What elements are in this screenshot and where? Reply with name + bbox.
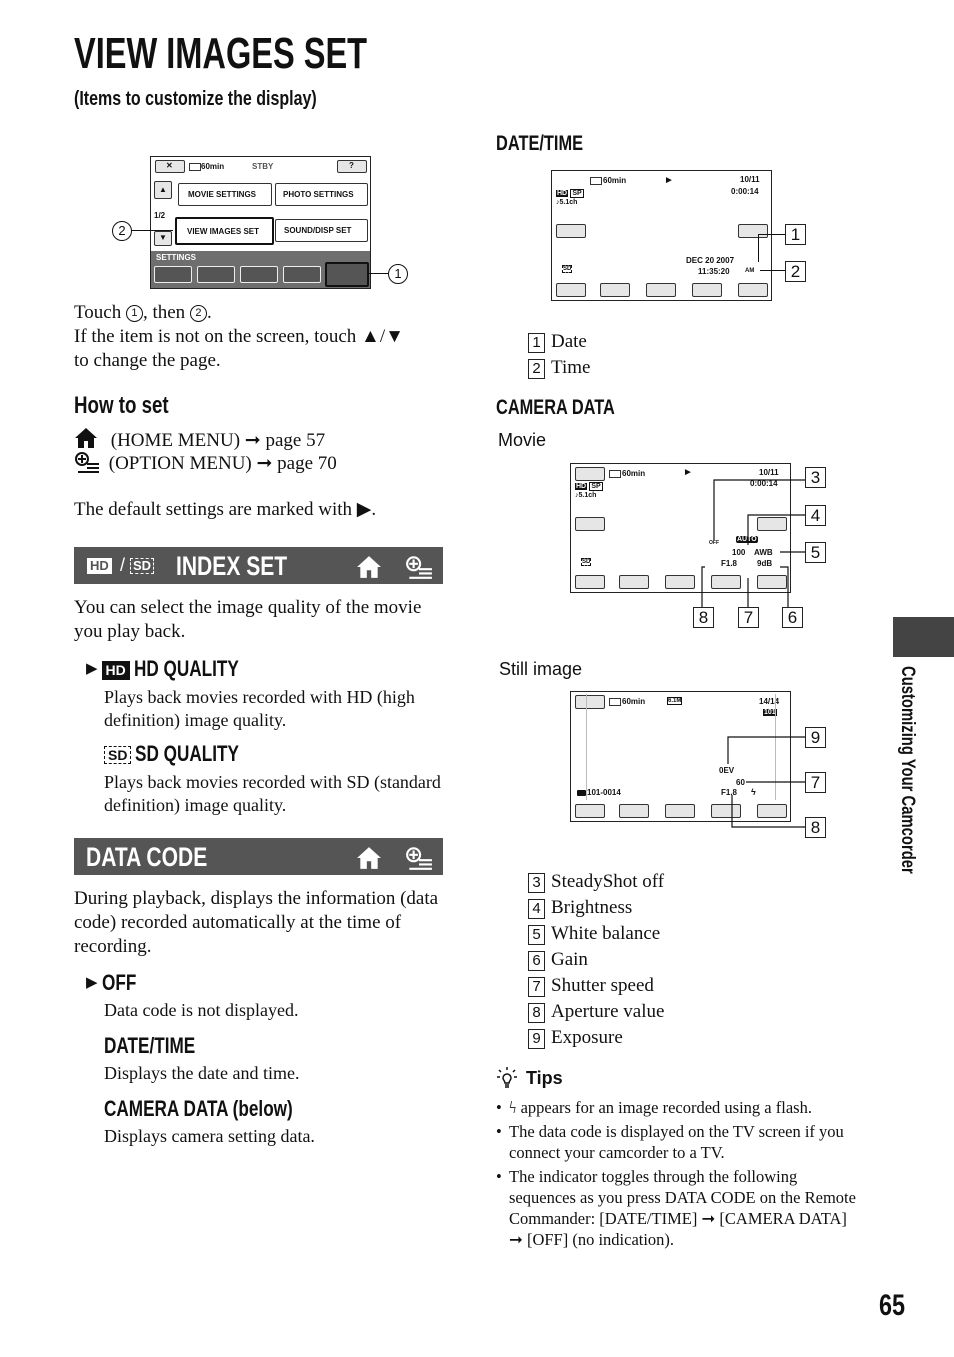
play-pause-button[interactable] (646, 283, 676, 297)
white-balance-callout: 5 (805, 542, 826, 563)
tip-item: • The indicator toggles through the following sequences as you press DATA CODE on the Remote Commander: [DATE/TIME] ➞ [CAMERA DATA] ➞ [OFF] (no indication). (496, 1167, 856, 1249)
date-time-legend: 1 Date 2 Time (528, 329, 590, 381)
how-to-set-option: (OPTION MENU) ➞ page 70 (74, 451, 337, 480)
sound-disp-set-button[interactable]: SOUND/DISP SET (275, 219, 368, 242)
shutter-callout: 7 (738, 607, 759, 628)
camera-data-legend: 3 SteadyShot off 4 Brightness 5 White balance 6 Gain 7 Shutter speed 8 Aperture value 9 Exposure (528, 869, 664, 1051)
side-tab-label: Customizing Your Camcorder (897, 666, 918, 874)
camera-data-heading: CAMERA DATA (496, 396, 615, 419)
view-images-set-button[interactable]: VIEW IMAGES SET (175, 217, 274, 245)
time-callout: 2 (785, 261, 806, 282)
help-button[interactable]: ? (337, 160, 367, 173)
sd-quality-badge: SD (104, 746, 131, 764)
footer-tab-2[interactable] (197, 266, 235, 283)
aperture-value: F1.8 (721, 788, 738, 797)
data-code-camera-data: CAMERA DATA (below) Displays camera setting data. (104, 1096, 315, 1146)
data-code-date-time: DATE/TIME Displays the date and time. (104, 1033, 300, 1083)
sp-badge: SP (572, 190, 582, 197)
play-icon: ► (664, 175, 674, 186)
hd-icon: HD (87, 558, 112, 574)
time-display: 11:35:20 (698, 267, 730, 276)
date-time-screen: 60min ► 10/11 0:00:14 HD SP ♪5.1ch DEC 20 2007 11:35:20 AM SD (551, 170, 772, 301)
sd-icon: SD (130, 558, 154, 574)
battery-icon (590, 177, 602, 185)
aperture-callout-still: 8 (805, 817, 826, 838)
white-balance-value: AWB (754, 548, 773, 557)
page-number: 65 (879, 1289, 906, 1322)
exposure-value: 0EV (719, 766, 735, 775)
still-camera-data-screen: 60min 6.1M 14/14 101 0EV 60 101-0014 F1.8 ϟ (570, 691, 791, 822)
tip-item: • ϟ appears for an image recorded using a flash. (496, 1098, 812, 1117)
gain-value: 9dB (757, 559, 773, 568)
instructions: Touch 1 , then 2 . If the item is not on the screen, touch ▲/▼ to change the page. (74, 302, 404, 371)
audio-indicator: ♪5.1ch (556, 199, 578, 206)
file-number: 101-0014 (587, 788, 621, 797)
side-tab-block (893, 617, 954, 657)
sd-indicator: SD (563, 266, 572, 272)
how-to-set-home: (HOME MENU) ➞ page 57 (74, 427, 325, 456)
aperture-value: F1.8 (721, 559, 738, 568)
index-set-title: INDEX SET (176, 551, 288, 581)
hd-quality-item: ▶ HD HD QUALITY Plays back movies recorded with HD (high definition) image quality. (86, 656, 446, 732)
callout-1-line (368, 273, 388, 274)
tips-heading-row (496, 1066, 563, 1093)
callout-date-line (758, 234, 785, 235)
home-icon (356, 846, 382, 875)
hd-quality-text: Plays back movies recorded with HD (high definition) image quality. (104, 687, 415, 730)
hd-quality-label: HD QUALITY (133, 656, 239, 681)
default-note: The default settings are marked with ▶. (74, 499, 377, 520)
index-set-header: HD / SD INDEX SET (74, 547, 443, 584)
brightness-auto-badge: AUTO (737, 536, 757, 543)
page-title: VIEW IMAGES SET (74, 29, 368, 78)
settings-footer: SETTINGS (151, 251, 370, 288)
option-icon (74, 451, 100, 480)
steadyshot-off-indicator: OFF (709, 540, 719, 546)
shutter-value: 60 (736, 778, 745, 787)
data-code-header (74, 838, 443, 875)
brightness-callout: 4 (805, 505, 826, 526)
option-icon (405, 555, 433, 584)
index-set-description: You can select the image quality of the movie you play back. (74, 597, 422, 642)
folder-badge: 101 (764, 709, 776, 716)
footer-tab-3[interactable] (240, 266, 278, 283)
still-image-label: Still image (499, 659, 583, 679)
stop-button[interactable] (556, 283, 586, 297)
aperture-callout: 8 (693, 607, 714, 628)
movie-settings-button[interactable]: MOVIE SETTINGS (178, 183, 272, 206)
battery-indicator: 60min (201, 162, 225, 171)
close-button[interactable]: ✕ (155, 160, 185, 173)
callout-date-vline (758, 234, 759, 262)
steadyshot-callout: 3 (805, 467, 826, 488)
play-icon: ► (683, 467, 693, 478)
lightbulb-icon (496, 1066, 518, 1093)
hd-quality-badge: HD (102, 661, 130, 680)
next-button[interactable] (738, 224, 768, 238)
movie-camera-data-screen: 60min ► 10/11 0:00:14 HD SP ♪5.1ch OFF AUTO 100 AWB F1.8 9dB SD (570, 463, 791, 593)
sd-indicator: SD (582, 559, 591, 565)
brightness-value: 100 (732, 548, 746, 557)
audio-indicator: ♪5.1ch (575, 492, 597, 499)
footer-tab-1[interactable] (154, 266, 192, 283)
option-button[interactable] (738, 283, 768, 297)
data-code-title: DATA CODE (86, 842, 208, 872)
shutter-callout-still: 7 (805, 772, 826, 793)
callout-1: 1 (388, 264, 408, 284)
data-code-off: ▶ OFF Data code is not displayed. (86, 970, 299, 1020)
hd-badge: HD (576, 483, 587, 490)
data-code-description: During playback, displays the information (data code) recorded automatically at the time of recording. (74, 888, 439, 957)
how-to-set-heading: How to set (74, 392, 169, 419)
photo-settings-button[interactable]: PHOTO SETTINGS (275, 183, 368, 206)
date-time-heading: DATE/TIME (496, 132, 584, 155)
sd-quality-label: SD QUALITY (135, 741, 240, 766)
callout-2-line (131, 230, 173, 231)
page-down-button[interactable]: ▼ (154, 231, 172, 246)
image-size: 6.1M (668, 698, 682, 704)
option-icon (405, 846, 433, 875)
callout-2: 2 (112, 221, 132, 241)
movie-callout-lines (560, 470, 810, 630)
page-up-button[interactable]: ▲ (154, 181, 172, 199)
movie-label: Movie (498, 430, 547, 450)
sp-badge: SP (591, 483, 601, 490)
flash-icon: ϟ (751, 787, 756, 797)
date-display: DEC 20 2007 (686, 256, 735, 265)
status-label: STBY (252, 162, 274, 171)
battery-icon (189, 163, 201, 171)
callout-time-line (760, 270, 785, 271)
still-callout-lines (560, 700, 810, 840)
sd-quality-item (104, 741, 446, 817)
page-indicator: 1/2 (154, 211, 166, 220)
home-icon (356, 555, 382, 584)
tips-heading: Tips (526, 1068, 563, 1088)
settings-screen (150, 156, 371, 289)
prev-button[interactable] (556, 224, 586, 238)
slow-button[interactable] (600, 283, 630, 297)
sd-quality-text: Plays back movies recorded with SD (standard definition) image quality. (104, 772, 441, 815)
tips-list (496, 1097, 860, 1250)
gain-callout: 6 (782, 607, 803, 628)
footer-tab-settings[interactable] (325, 262, 369, 287)
tip-item: • The data code is displayed on the TV screen if you connect your camcorder to a TV. (496, 1122, 844, 1162)
date-callout: 1 (785, 224, 806, 245)
hd-badge: HD (557, 190, 568, 197)
page-subtitle: (Items to customize the display) (74, 88, 317, 110)
exposure-callout: 9 (805, 727, 826, 748)
skip-button[interactable] (692, 283, 722, 297)
footer-tab-4[interactable] (283, 266, 321, 283)
